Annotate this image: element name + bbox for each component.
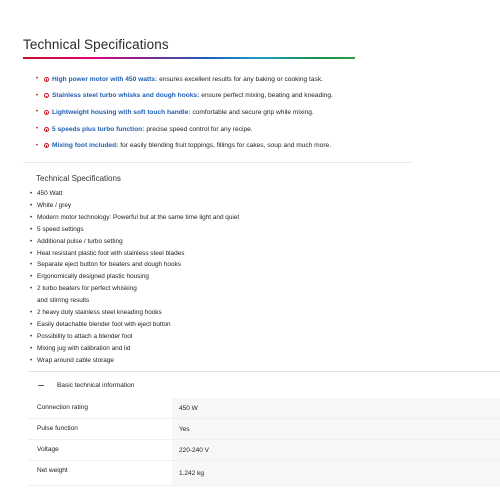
- feature-title[interactable]: Stainless steel turbo whisks and dough hooks:: [52, 92, 200, 100]
- spec-item: • 450 Watt: [30, 188, 330, 200]
- feature-text: comfortable and secure grip while mixing.: [192, 108, 314, 116]
- info-icon[interactable]: [44, 93, 49, 98]
- table-row: [28, 398, 500, 419]
- feature-item: [36, 88, 476, 105]
- table-row: [28, 440, 500, 461]
- info-icon[interactable]: [44, 143, 49, 148]
- feature-item: [36, 121, 476, 138]
- bullet-icon: •: [36, 126, 39, 133]
- feature-text: precise speed control for any recipe.: [146, 125, 253, 133]
- row-value: 450 W: [179, 405, 198, 412]
- feature-text: ensure perfect mixing, beating and kneading.: [201, 92, 333, 100]
- spec-item: • Wrap around cable storage: [30, 355, 330, 367]
- bullet-icon: •: [36, 142, 39, 149]
- spec-item: • Heat resistant plastic foot with stainless steel blades: [30, 248, 330, 260]
- table-row: [28, 419, 500, 440]
- minus-icon[interactable]: [38, 385, 44, 386]
- bullet-icon: •: [36, 109, 39, 116]
- feature-title[interactable]: Mixing foot included:: [52, 142, 119, 150]
- basic-info-accordion: [28, 371, 500, 484]
- spec-item: • Additional pulse / turbo setting: [30, 236, 330, 248]
- spec-item: • White / grey: [30, 200, 330, 212]
- bullet-icon: •: [36, 76, 39, 83]
- row-label: Net weight: [37, 467, 68, 474]
- row-label: Voltage: [37, 446, 59, 453]
- feature-text: for easily blending fruit toppings, fillings for cakes, soup and much more.: [120, 142, 332, 150]
- feature-title[interactable]: Lightweight housing with soft touch handle:: [52, 108, 191, 116]
- spec-item: • 2 heavy duty stainless steel kneading hooks: [30, 307, 330, 319]
- specs-title: Technical Specifications: [36, 174, 121, 183]
- accordion-header[interactable]: [28, 372, 500, 398]
- value-cell: [172, 440, 500, 460]
- spec-item: • Mixing jug with calibration and lid: [30, 343, 330, 355]
- spec-item: • Separate eject button for beaters and dough hooks: [30, 259, 330, 271]
- info-icon[interactable]: [44, 110, 49, 115]
- spec-item: • Easily detachable blender foot with eject button: [30, 319, 330, 331]
- value-cell: [172, 461, 500, 485]
- spec-item: • Modern motor technology: Powerful but at the same time light and quiet: [30, 212, 330, 224]
- spec-item: • Ergonomically designed plastic housing: [30, 271, 330, 283]
- bullet-icon: •: [36, 92, 39, 99]
- feature-item: [36, 104, 476, 121]
- row-value: 220-240 V: [179, 447, 209, 454]
- section-title: Technical Specifications: [23, 37, 169, 52]
- basic-info-table: [28, 398, 500, 486]
- table-row: [28, 461, 500, 486]
- row-label: Pulse function: [37, 425, 78, 432]
- accordion-title: Basic technical information: [57, 381, 135, 389]
- feature-list: [36, 71, 476, 154]
- feature-item: [36, 71, 476, 88]
- value-cell: [172, 398, 500, 418]
- info-icon[interactable]: [44, 127, 49, 132]
- row-value: Yes: [179, 426, 190, 433]
- row-label: Connection rating: [37, 404, 88, 411]
- spec-list: [30, 188, 330, 367]
- feature-title[interactable]: 5 speeds plus turbo function:: [52, 125, 145, 133]
- spec-item: • 2 turbo beaters for perfect whisking: [30, 283, 330, 295]
- spec-item: • Possibility to attach a blender foot: [30, 331, 330, 343]
- value-cell: [172, 419, 500, 439]
- rainbow-divider: [23, 57, 355, 59]
- info-icon[interactable]: [44, 77, 49, 82]
- row-value: 1.242 kg: [179, 470, 204, 477]
- feature-title[interactable]: High power motor with 450 watts:: [52, 75, 158, 83]
- spec-item: • 5 speed settings: [30, 224, 330, 236]
- section-divider: [23, 162, 411, 163]
- spec-item-continuation: and stirring results: [37, 297, 90, 305]
- feature-item: [36, 137, 476, 154]
- feature-text: ensures excellent results for any baking or cooking task.: [159, 75, 323, 83]
